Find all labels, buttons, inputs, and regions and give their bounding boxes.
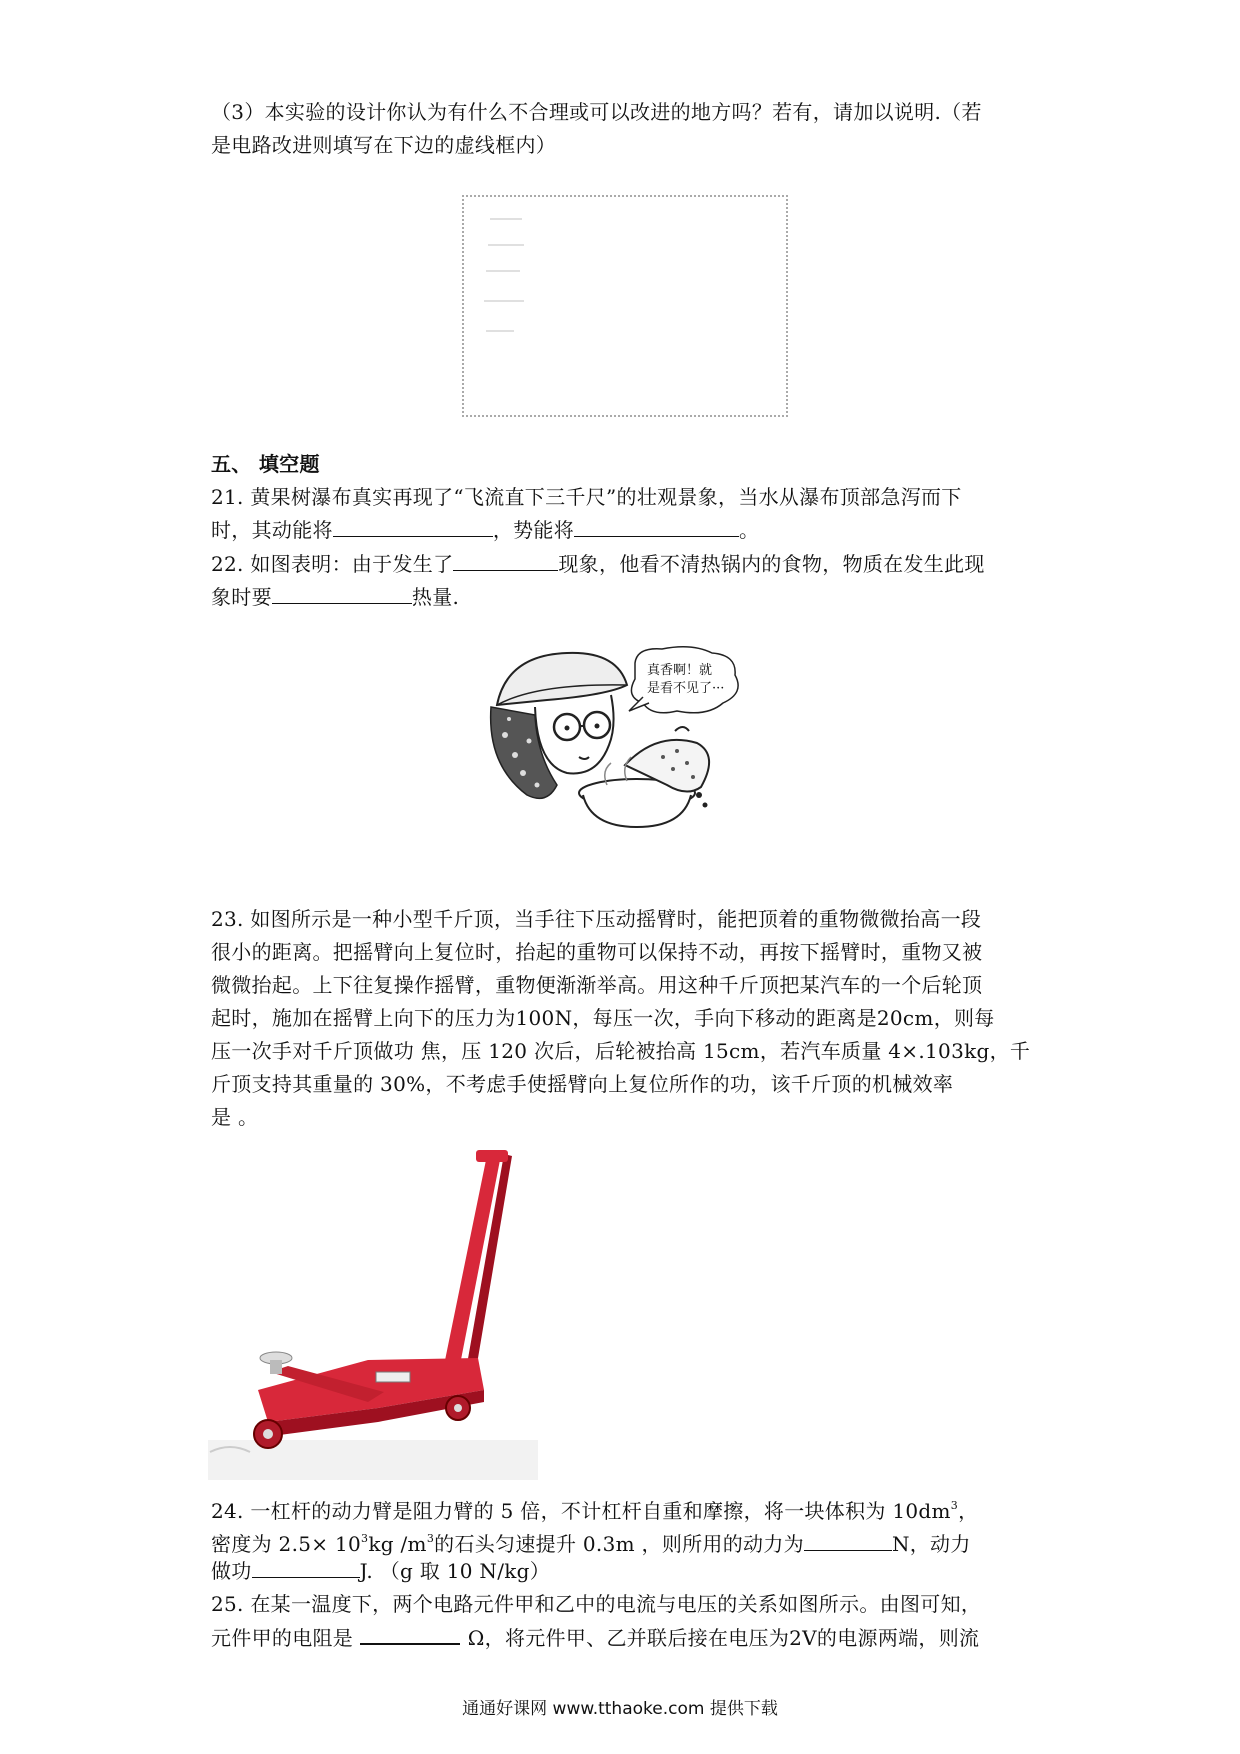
q25-line2 <box>211 1621 979 1655</box>
cartoon-drawing <box>487 645 757 835</box>
q22-text-c: 象时要 <box>211 585 272 609</box>
q21-blank-potential[interactable] <box>574 514 739 537</box>
q24-text-b: ， <box>958 1499 979 1523</box>
q24-text-e: 的石头匀速提升 0.3m ，则所用的动力为 <box>434 1532 804 1556</box>
q25-text-a: 元件甲的电阻是 <box>211 1626 360 1650</box>
q23-line3: 微微抬起。上下往复操作摇臂，重物便渐渐举高。用这种千斤顶把某汽车的一个后轮顶 <box>211 973 983 997</box>
q22-text-d: 热量. <box>411 585 460 609</box>
q24-text-d: kg /m <box>368 1532 427 1556</box>
q24-line3 <box>211 1555 550 1588</box>
q24-text-g: 做功 <box>211 1559 252 1583</box>
q23-line1: 23. 如图所示是一种小型千斤顶，当手往下压动摇臂时，能把顶着的重物微微抬高一段 <box>211 907 982 931</box>
q21-text-a: 时，其动能将 <box>211 518 333 542</box>
page-footer: 通通好课网 www.tthaoke.com 提供下载 <box>462 1699 778 1719</box>
q22-blank-heat[interactable] <box>272 581 412 604</box>
q25-blank-resistance[interactable] <box>360 1621 460 1645</box>
faint-scan-marks <box>464 197 786 415</box>
q24-text-h: J. （g 取 10 N/kg） <box>359 1559 551 1583</box>
q22-line2 <box>211 581 459 614</box>
q24-blank-work[interactable] <box>252 1555 360 1578</box>
q23-line7: 是 。 <box>211 1105 259 1129</box>
q23-line6: 斤顶支持其重量的 30%，不考虑手使摇臂向上复位所作的功，该千斤顶的机械效率 <box>211 1072 954 1096</box>
floor-jack-drawing <box>208 1140 538 1480</box>
q24-sup-a: 3 <box>950 1499 959 1512</box>
q20-part3-line2: 是电路改进则填写在下边的虚线框内） <box>211 133 557 157</box>
q24-sup-c: 3 <box>426 1532 435 1545</box>
section-heading: 五、 填空题 <box>211 452 320 476</box>
q21-text-b: ，势能将 <box>492 518 575 542</box>
q24-text-c: 密度为 2.5× 10 <box>211 1532 362 1556</box>
q21-blank-kinetic[interactable] <box>333 514 493 537</box>
q24-blank-force[interactable] <box>804 1528 892 1551</box>
answer-dashed-box[interactable] <box>462 195 788 417</box>
q20-part3-line1: （3）本实验的设计你认为有什么不合理或可以改进的地方吗？若有，请加以说明.（若 <box>211 100 982 124</box>
q22-blank-phenomenon[interactable] <box>453 548 558 571</box>
q22-text-a: 22. 如图表明：由于发生了 <box>211 552 454 576</box>
q22-text-b: 现象，他看不清热锅内的食物，物质在发生此现 <box>558 552 985 576</box>
q25-text-b: Ω，将元件甲、乙并联后接在电压为2V的电源两端，则流 <box>467 1626 980 1650</box>
q23-line4: 起时，施加在摇臂上向下的压力为100N，每压一次，手向下移动的距离是20cm，则每 <box>211 1006 995 1030</box>
cartoon-illustration <box>487 645 757 835</box>
q24-sup-b: 3 <box>361 1532 369 1545</box>
q21-line1: 21. 黄果树瀑布真实再现了“飞流直下三千尺”的壮观景象，当水从瀑布顶部急泻而下 <box>211 485 962 509</box>
q24-text-f: N，动力 <box>891 1532 971 1556</box>
bubble-line2: 是看不见了··· <box>647 681 725 696</box>
q22-line1 <box>211 548 985 581</box>
q24-text-a: 24. 一杠杆的动力臂是阻力臂的 5 倍，不计杠杆自重和摩擦，将一块体积为 10dm <box>211 1499 951 1523</box>
q23-line5: 压一次手对千斤顶做功 焦，压 120 次后，后轮被抬高 15cm，若汽车质量 4×.103kg，千 <box>211 1039 1031 1063</box>
q21-line2 <box>211 514 759 547</box>
q21-text-c: 。 <box>739 518 760 542</box>
q25-line1: 25. 在某一温度下，两个电路元件甲和乙中的电流与电压的关系如图所示。由图可知， <box>211 1592 982 1616</box>
bubble-line1: 真香啊！就 <box>647 663 713 678</box>
floor-jack-image <box>208 1140 538 1480</box>
q23-line2: 很小的距离。把摇臂向上复位时，抬起的重物可以保持不动，再按下摇臂时，重物又被 <box>211 940 983 964</box>
